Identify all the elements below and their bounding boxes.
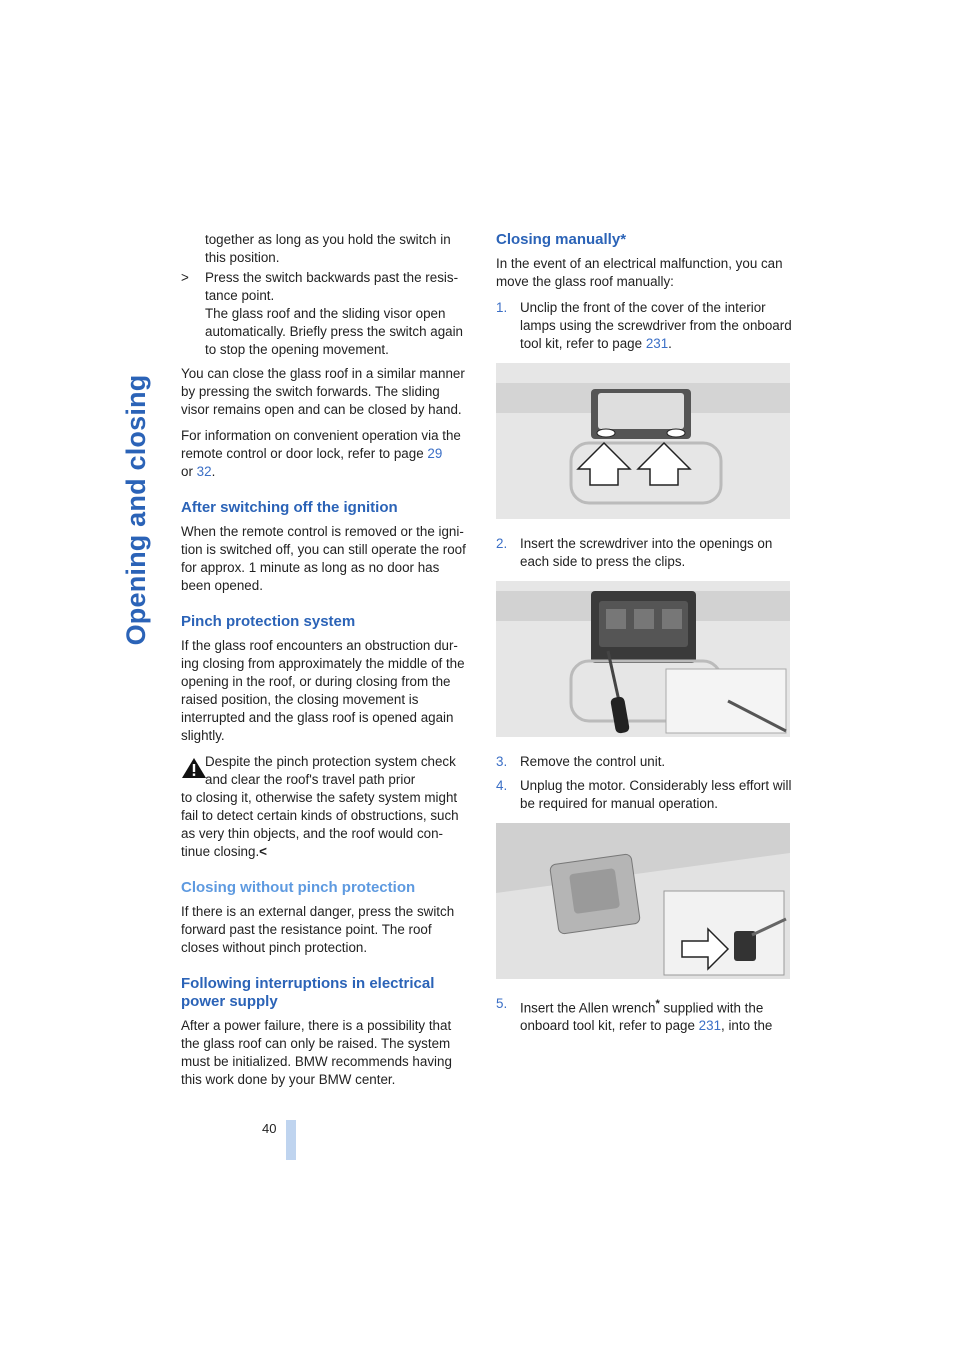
heading-without-pinch: Closing without pinch protection — [181, 879, 416, 896]
figure-screwdriver — [496, 581, 790, 737]
list-item-text: Press the switch backwards past the resis-tance point. — [205, 270, 459, 303]
intro-continuation: together as long as you hold the switch in this position. — [205, 232, 451, 265]
step-1: 1. Unclip the front of the cover of the interior lamps using the screwdriver from the onboard tool kit, refer to page 231. — [496, 300, 792, 351]
end-mark: < — [259, 844, 267, 859]
page-link-231[interactable]: 231 — [645, 336, 669, 351]
paragraph-ignition: When the remote control is removed or the igni-tion is switched off, you can still operate the roof for approx. 1 minute as long as no door has been opened. — [181, 524, 466, 593]
heading-pinch-protection: Pinch protection system — [181, 613, 356, 630]
warning-note — [181, 753, 471, 861]
step-2: 2. Insert the screwdriver into the openings on each side to press the clips. — [496, 536, 773, 569]
heading-power-supply: Following interruptions in electrical power supply — [181, 975, 435, 1010]
paragraph-info: For information on convenient operation via the remote control or door lock, refer to page 29 or 32. — [181, 428, 461, 479]
step-4: 4. Unplug the motor. Considerably less effort will be required for manual operation. — [496, 778, 792, 811]
figure-lamp-cover — [496, 363, 790, 519]
page-link-231-b[interactable]: 231 — [698, 1018, 722, 1034]
heading-after-ignition: After switching off the ignition — [181, 499, 398, 516]
heading-closing-manually: Closing manually* — [496, 231, 627, 248]
list-marker: > — [181, 270, 189, 285]
list-item — [181, 269, 471, 359]
paragraph-manual: In the event of an electrical malfunction, you can move the glass roof manually: — [496, 256, 783, 289]
warning-text-a: Despite the pinch protection system check and clear the roof's travel path prior — [205, 754, 456, 787]
section-title: Opening and closing — [121, 374, 151, 646]
warning-triangle-icon — [181, 757, 207, 779]
paragraph-power: After a power failure, there is a possibility that the glass roof can only be raised. The system must be initialized. BMW recommends having this work done by your BMW center. — [181, 1018, 452, 1087]
step-5: 5. Insert the Allen wrench* supplied with the onboard tool kit, refer to page 231, into the — [496, 996, 773, 1034]
figure-motor — [496, 823, 790, 979]
paragraph-pinch: If the glass roof encounters an obstruction dur-ing closing from approximately the middle of the opening in the roof, or during closing from the raised position, the closing movement is interrupted and the glass roof is opened again slightly. — [181, 638, 465, 743]
paragraph-close: You can close the glass roof in a similar manner by pressing the switch forwards. The sliding visor remains open and can be closed by hand. — [181, 366, 465, 417]
page-link-32[interactable]: 32 — [196, 464, 212, 479]
page-number: 40 — [262, 1121, 277, 1136]
left-column — [181, 231, 471, 1097]
page-number-bar — [286, 1120, 296, 1160]
warning-text-b: to closing it, otherwise the safety system might fail to detect certain kinds of obstructions, such as very thin objects, and the roof would con-tinue closing. — [181, 790, 459, 859]
step-3: 3. Remove the control unit. — [496, 754, 666, 769]
list-item-text-2: The glass roof and the sliding visor open automatically. Briefly press the switch again to stop the opening movement. — [205, 306, 464, 357]
right-column — [496, 231, 792, 1041]
page-link-29[interactable]: 29 — [427, 446, 443, 461]
paragraph-without-pinch: If there is an external danger, press the switch forward past the resistance point. The roof closes without pinch protection. — [181, 904, 455, 955]
